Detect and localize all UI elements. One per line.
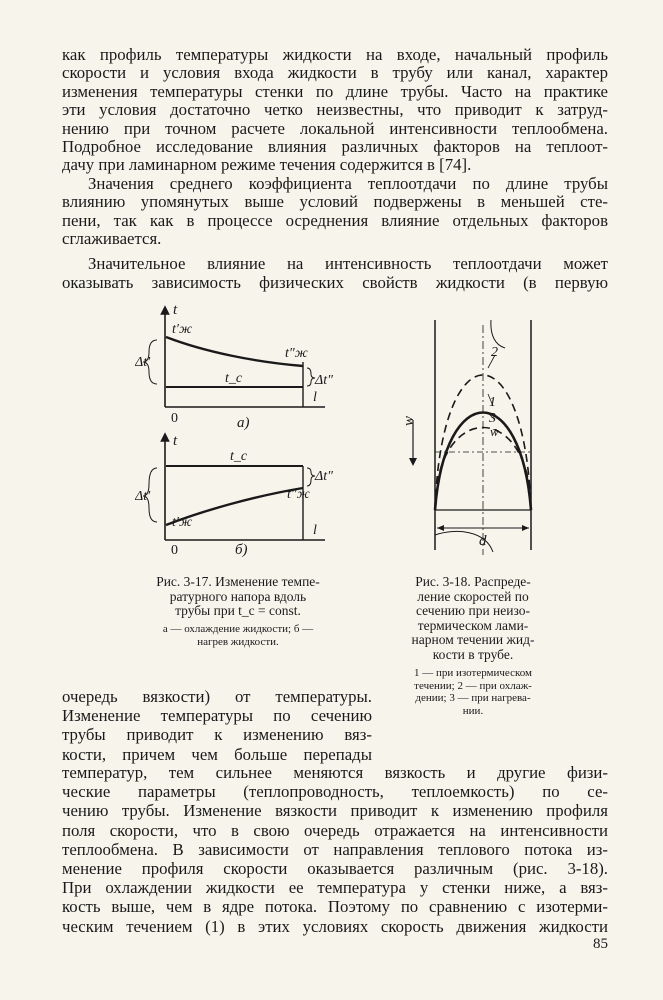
origin-label: 0 bbox=[171, 543, 178, 558]
text-line: менение профиля скорости оказывается различным (рис. 3-18). bbox=[62, 859, 608, 878]
mean-velocity-label: w̄ bbox=[490, 424, 499, 439]
delta-t1-label: Δt′ bbox=[135, 355, 151, 370]
text-line: влиянию упомянутых выше условий подвержены в меньшей сте- bbox=[62, 192, 608, 212]
axis-t-label: t bbox=[173, 433, 178, 449]
axis-l-label: l bbox=[313, 523, 317, 538]
panel-a-label: а) bbox=[237, 415, 250, 431]
figure-3-17-diagram bbox=[135, 300, 345, 570]
text-line: ческие параметры (теплопроводность, теплоемкость) по се- bbox=[62, 782, 608, 802]
profile-1-label: 1 bbox=[489, 395, 496, 410]
text-line: Значения среднего коэффициента теплоотдачи по длине трубы bbox=[88, 173, 608, 193]
text-line: кости, причем чем больше перепады bbox=[62, 744, 372, 764]
profile-3-label: 3 bbox=[489, 411, 496, 426]
page-number: 85 bbox=[593, 936, 608, 952]
text-line: Изменение температуры по сечению bbox=[62, 706, 372, 726]
text-line: нению при точном расчете локальной интенсивности теплообмена. bbox=[62, 118, 608, 138]
axis-t-label: t bbox=[173, 302, 178, 318]
text-line: кость выше, чем в ядре потока. Поэтому по сравнению с изотерми- bbox=[62, 897, 608, 917]
diameter-label: d bbox=[479, 533, 487, 549]
velocity-axis-label: w bbox=[401, 415, 417, 426]
text-line: теплообмена. В зависимости от направления теплового потока из- bbox=[62, 839, 608, 859]
panel-a bbox=[135, 302, 333, 431]
wall-temp-label: t_c bbox=[225, 371, 243, 386]
figure-3-17 bbox=[135, 300, 345, 570]
text-line: При охлаждении жидкости ее температура у стенки ниже, а вяз- bbox=[62, 878, 608, 898]
text-line: температур, тем сильнее меняются вязкость и другие физи- bbox=[62, 763, 608, 782]
delta-t2-label: Δt″ bbox=[315, 373, 333, 388]
figure-3-18-caption: Рис. 3-18. Распреде- ление скоростей по сечению при неизо- термическом лами- нарном течении жид- кости в трубе. bbox=[411, 574, 535, 662]
t-outlet-label: t″ж bbox=[287, 487, 310, 502]
figure-3-18 bbox=[395, 320, 555, 565]
panel-b bbox=[135, 433, 333, 558]
text-line: скорости и условия входа жидкости в трубу или канал, характер bbox=[62, 63, 608, 83]
t-outlet-label: t″ж bbox=[285, 346, 308, 361]
profile-2-label: 2 bbox=[491, 345, 498, 360]
text-line: оказывать зависимость физических свойств жидкости (в первую bbox=[62, 272, 608, 292]
text-line: как профиль температуры жидкости на входе, начальный профиль bbox=[62, 45, 608, 64]
figure-3-17-legend: а — охлаждение жидкости; б — нагрев жидкости. bbox=[162, 623, 314, 648]
text-line: пени, так как в процессе осреднения влияние отдельных факторов bbox=[62, 210, 608, 230]
text-line: дачу при ламинарном режиме течения содержится в [74]. bbox=[62, 155, 472, 175]
wall-temp-label: t_c bbox=[230, 449, 248, 464]
text-line: трубы приводит к изменению вяз- bbox=[62, 725, 372, 745]
origin-label: 0 bbox=[171, 411, 178, 426]
t-inlet-label: t′ж bbox=[172, 515, 192, 530]
text-line: чению трубы. Изменение вязкости приводит к изменению профиля bbox=[62, 801, 608, 821]
temperature-curve-cooling bbox=[166, 337, 303, 366]
text-line: эти условия достаточно четко неизвестны, что приводит к затруд- bbox=[62, 100, 608, 120]
text-line: ческим течением (1) в этих условиях скорость движения жидкости bbox=[62, 916, 608, 936]
text-line: сглаживается. bbox=[62, 229, 162, 248]
panel-b-label: б) bbox=[235, 542, 248, 558]
axis-l-label: l bbox=[313, 390, 317, 405]
text-line: изменения температуры стенки по длине трубы. Часто на практике bbox=[62, 81, 608, 101]
text-line: Подробное исследование влияния различных факторов на теплоот- bbox=[62, 137, 608, 156]
figure-3-18-diagram bbox=[395, 320, 555, 565]
figure-3-17-caption: Рис. 3-17. Изменение темпе- ратурного напора вдоль трубы при t_c = const. bbox=[156, 574, 320, 618]
text-line: поля скорости, что в свою очередь отражается на интенсивности bbox=[62, 820, 608, 840]
figure-3-18-legend: 1 — при изотермическом течении; 2 — при охлаж- дении; 3 — при нагрева- нии. bbox=[413, 667, 533, 717]
text-line: очередь вязкости) от температуры. bbox=[62, 687, 372, 706]
text-line: Значительное влияние на интенсивность теплоотдачи может bbox=[88, 254, 608, 274]
delta-t2-label: Δt″ bbox=[315, 469, 333, 484]
delta-t1-label: Δt′ bbox=[135, 489, 151, 504]
t-inlet-label: t′ж bbox=[172, 322, 192, 337]
